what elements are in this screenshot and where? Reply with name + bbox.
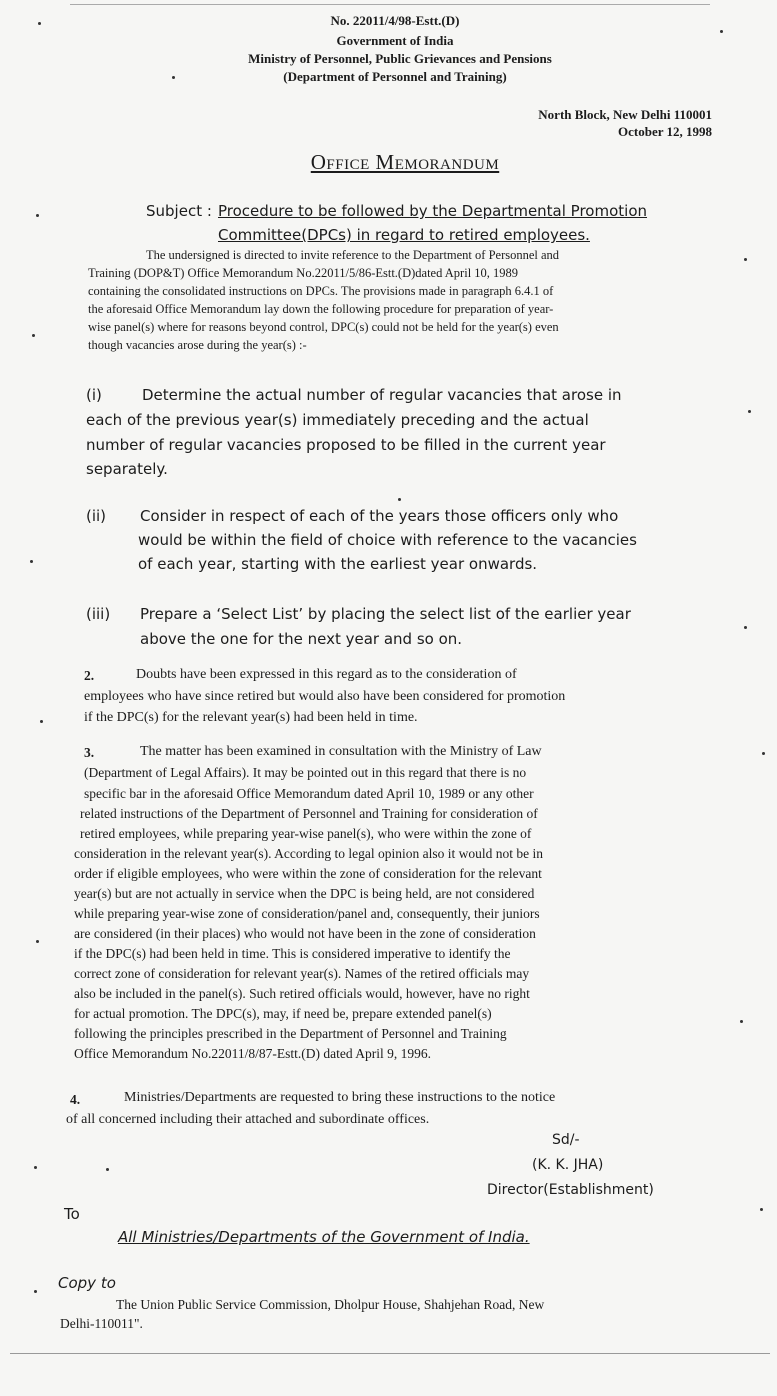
- government-heading: Government of India: [336, 33, 454, 48]
- item-line: number of regular vacancies proposed to be filled in the current year: [86, 436, 606, 454]
- ministry-heading: Ministry of Personnel, Public Grievances and Pensions: [248, 51, 552, 66]
- intro-line: though vacancies arose during the year(s) :-: [88, 338, 307, 352]
- subject-line-2: Committee(DPCs) in regard to retired employees.: [218, 226, 590, 244]
- scan-edge-line: [10, 1353, 770, 1354]
- intro-line: Training (DOP&T) Office Memorandum No.22011/5/86-Estt.(D)dated April 10, 1989: [88, 266, 519, 280]
- item-line: Consider in respect of each of the years those officers only who: [140, 507, 619, 525]
- paragraph-line: if the DPC(s) for the relevant year(s) had been held in time.: [84, 710, 418, 725]
- paragraph-line: Doubts have been expressed in this regard as to the consideration of: [136, 667, 517, 682]
- item-number: (i): [86, 386, 102, 404]
- paragraph-line: if the DPC(s) had been held in time. This is considered imperative to identify the: [74, 946, 511, 961]
- scan-speck: [172, 76, 175, 79]
- paragraph-line: employees who have since retired but would also have been considered for promotion: [84, 689, 566, 704]
- paragraph-line: of all concerned including their attached and subordinate offices.: [66, 1112, 430, 1127]
- scan-speck: [40, 720, 43, 723]
- scan-speck: [760, 1208, 763, 1211]
- paragraph-number: 4.: [70, 1092, 81, 1107]
- memo-title: Office Memorandum: [310, 150, 500, 174]
- paragraph-line: Ministries/Departments are requested to bring these instructions to the notice: [124, 1090, 556, 1105]
- paragraph-line: (Department of Legal Affairs). It may be pointed out in this regard that there is no: [84, 765, 527, 780]
- intro-line: The undersigned is directed to invite reference to the Department of Personnel and: [146, 248, 560, 262]
- paragraph-line: specific bar in the aforesaid Office Memorandum dated April 10, 1989 or any other: [84, 786, 534, 801]
- scan-speck: [744, 626, 747, 629]
- paragraph-line: The matter has been examined in consultation with the Ministry of Law: [140, 744, 542, 759]
- scan-speck: [398, 498, 401, 501]
- paragraph-line: also be included in the panel(s). Such retired officials would, however, have no right: [74, 986, 530, 1001]
- scan-speck: [30, 560, 33, 563]
- item-line: above the one for the next year and so on.: [140, 630, 463, 648]
- copy-recipient-line: Delhi-110011".: [60, 1316, 143, 1331]
- scan-speck: [32, 334, 35, 337]
- subject-label: Subject :: [146, 202, 212, 220]
- paragraph-line: while preparing year-wise zone of consideration/panel and, consequently, their juniors: [74, 906, 540, 921]
- office-address: North Block, New Delhi 110001: [538, 107, 712, 122]
- item-number: (iii): [86, 605, 111, 623]
- intro-line: the aforesaid Office Memorandum lay down the following procedure for preparation of year-: [88, 302, 554, 316]
- addressee: All Ministries/Departments of the Government of India.: [118, 1228, 530, 1246]
- memo-date: October 12, 1998: [618, 124, 712, 139]
- subject-line-1: Procedure to be followed by the Departmental Promotion: [218, 202, 648, 220]
- copy-to-label: Copy to: [58, 1274, 116, 1292]
- paragraph-line: related instructions of the Department of Personnel and Training for consideration of: [80, 806, 538, 821]
- paragraph-line: for actual promotion. The DPC(s), may, if need be, prepare extended panel(s): [74, 1006, 492, 1021]
- scan-speck: [740, 1020, 743, 1023]
- scan-speck: [36, 940, 39, 943]
- copy-recipient-line: The Union Public Service Commission, Dholpur House, Shahjehan Road, New: [116, 1297, 545, 1312]
- paragraph-line: order if eligible employees, who were within the zone of consideration for the relevant: [74, 866, 542, 881]
- paragraph-line: consideration in the relevant year(s). According to legal opinion also it would not be in: [74, 846, 544, 861]
- paragraph-line: retired employees, while preparing year-wise panel(s), who were within the zone of: [80, 826, 532, 841]
- scan-speck: [38, 22, 41, 25]
- scan-speck: [34, 1290, 37, 1293]
- item-line: each of the previous year(s) immediately preceding and the actual: [86, 411, 589, 429]
- item-line: Prepare a ‘Select List’ by placing the select list of the earlier year: [140, 605, 631, 623]
- intro-line: containing the consolidated instructions on DPCs. The provisions made in paragraph 6.4.1 of: [88, 284, 554, 298]
- intro-line: wise panel(s) where for reasons beyond control, DPC(s) could not be held for the year(s) even: [88, 320, 559, 334]
- item-number: (ii): [86, 507, 107, 525]
- scan-speck: [720, 30, 723, 33]
- scan-speck: [762, 752, 765, 755]
- paragraph-line: year(s) but are not actually in service when the DPC is being held, are not considered: [74, 886, 535, 901]
- paragraph-line: correct zone of consideration for relevant year(s). Names of the retired officials may: [74, 966, 530, 981]
- to-label: To: [64, 1205, 80, 1223]
- scan-speck: [744, 258, 747, 261]
- scan-speck: [36, 214, 39, 217]
- signatory-designation: Director(Establishment): [487, 1182, 654, 1198]
- reference-number: No. 22011/4/98-Estt.(D): [330, 13, 460, 28]
- scan-edge-line: [70, 4, 710, 5]
- paragraph-line: are considered (in their places) who would not have been in the zone of consideration: [74, 926, 536, 941]
- department-heading: (Department of Personnel and Training): [283, 69, 507, 84]
- item-line: would be within the field of choice with reference to the vacancies: [138, 531, 637, 549]
- scan-speck: [106, 1168, 109, 1171]
- paragraph-number: 3.: [84, 745, 95, 760]
- item-line: Determine the actual number of regular vacancies that arose in: [142, 386, 622, 404]
- paragraph-line: Office Memorandum No.22011/8/87-Estt.(D) dated April 9, 1996.: [74, 1046, 431, 1061]
- scan-speck: [34, 1166, 37, 1169]
- paragraph-line: following the principles prescribed in the Department of Personnel and Training: [74, 1026, 507, 1041]
- paragraph-number: 2.: [84, 668, 95, 683]
- scan-speck: [748, 410, 751, 413]
- signature-sd: Sd/-: [552, 1132, 580, 1148]
- signatory-name: (K. K. JHA): [532, 1157, 604, 1173]
- item-line: separately.: [86, 460, 168, 478]
- item-line: of each year, starting with the earliest year onwards.: [138, 555, 538, 573]
